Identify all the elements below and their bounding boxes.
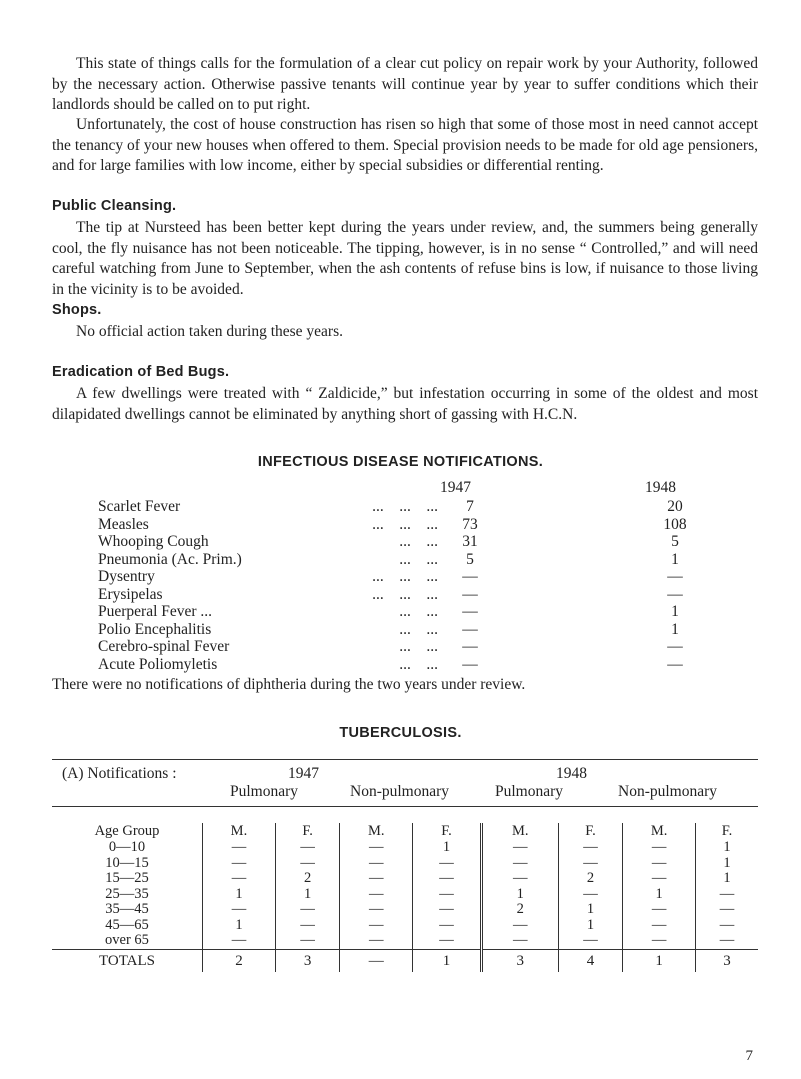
paragraph-house-cost-text: Unfortunately, the cost of house construction has risen so high that some of those most in need cannot accept the tenancy of your new houses when offered to them. Special provision needs to be made for old age pensioners, and for large families with low income, either by special subsidies or differential renting.	[52, 116, 758, 174]
leader-dots: ... ...	[399, 638, 438, 655]
count-1947: 31	[462, 533, 478, 550]
count-1948: —	[667, 638, 683, 655]
disease-name: Scarlet Fever	[98, 498, 181, 515]
tb-age-group: 45—65	[105, 916, 149, 933]
tb-age-group: 35—45	[105, 901, 149, 917]
paragraph-repair-policy-text: This state of things calls for the formulation of a clear cut policy on repair work by your Authority, followed by the necessary action. Otherwise passive tenants will continue year by year to suffer conditions which their landlords should be called on to put right.	[52, 55, 758, 113]
tb-cell: —	[623, 902, 696, 918]
tb-cell: —	[340, 840, 413, 856]
tb-1948-non-pulmonary: Non-pulmonary	[618, 783, 718, 800]
count-1948: 1	[671, 550, 679, 568]
tb-table-row	[52, 933, 758, 949]
disease-name: Dysentry	[98, 568, 155, 585]
count-1948: 1	[671, 603, 679, 620]
tb-cell: 1	[275, 887, 339, 903]
tb-table-row	[52, 918, 758, 934]
tb-column-header-row	[52, 823, 758, 840]
notifications-year-1947: 1947	[440, 479, 471, 496]
leader-dots: ... ... ...	[372, 585, 438, 603]
tb-cell: —	[340, 933, 413, 949]
tb-cell: —	[481, 840, 558, 856]
tb-cell: —	[623, 856, 696, 872]
count-1948: —	[667, 568, 683, 585]
heading-public-cleansing: Public Cleansing.	[52, 198, 177, 214]
tb-cell: —	[413, 856, 482, 872]
tb-cell: —	[275, 902, 339, 918]
tb-cell: —	[413, 933, 482, 949]
count-1947: —	[462, 620, 478, 638]
tb-cell: —	[413, 918, 482, 934]
tb-male-header: M.	[481, 823, 558, 840]
notification-row	[98, 516, 738, 533]
tb-cell: —	[696, 918, 758, 934]
tb-age-group: 15—25	[105, 870, 149, 886]
notification-row	[98, 551, 738, 568]
tb-cell: 2	[275, 871, 339, 887]
tb-cell: —	[696, 933, 758, 949]
tb-cell: 2	[558, 871, 622, 887]
tb-cell: —	[340, 856, 413, 872]
tb-cell: 1	[203, 887, 276, 903]
tb-age-group: 10—15	[105, 854, 149, 871]
notification-row	[98, 586, 738, 603]
notification-row	[98, 533, 738, 550]
tb-year-1948: 1948	[556, 765, 587, 782]
tb-cell: —	[558, 840, 622, 856]
tb-cell: —	[340, 918, 413, 934]
disease-name: Polio Encephalitis	[98, 620, 212, 638]
count-1947: —	[462, 603, 478, 620]
tb-1948-pulmonary: Pulmonary	[495, 783, 564, 800]
notifications-year-1948: 1948	[645, 479, 676, 496]
tb-male-header: M.	[623, 823, 696, 840]
paragraph-bed-bugs	[52, 384, 758, 425]
disease-name: Cerebro-spinal Fever	[98, 638, 230, 655]
leader-dots: ... ...	[399, 655, 438, 673]
heading-bed-bugs: Eradication of Bed Bugs.	[52, 364, 230, 380]
count-1948: —	[667, 585, 683, 603]
tb-female-header: F.	[696, 823, 758, 840]
tb-cell: —	[203, 933, 276, 949]
count-1947: —	[462, 585, 478, 603]
notification-row	[98, 621, 738, 638]
leader-dots: ... ... ...	[372, 498, 438, 515]
disease-name: Measles	[98, 515, 149, 533]
tb-female-header: F.	[413, 823, 482, 840]
tb-table-row	[52, 840, 758, 856]
tb-cell: —	[696, 887, 758, 903]
tb-cell: —	[413, 887, 482, 903]
tuberculosis-table	[52, 823, 758, 972]
tb-cell: —	[275, 933, 339, 949]
notification-row	[98, 568, 738, 585]
tb-cell: —	[558, 856, 622, 872]
tb-total-cell: 3	[696, 949, 758, 972]
paragraph-bed-bugs-text: A few dwellings were treated with “ Zaldicide,” but infestation occurring in some of the oldest and most dilapidated dwellings cannot be eliminated by anything short of gassing with H.C.N.	[52, 385, 758, 423]
tb-cell: 1	[623, 887, 696, 903]
paragraph-public-cleansing-text: The tip at Nursteed has been better kept during the years under review, and, the summers being generally cool, the fly nuisance has not been noticeable. The tipping, however, is in no sense “ Controlled,” and will need careful watching from June to September, when the ash contents of refuse bins is low, if nuisance to those living in the vicinity is to be avoided.	[52, 219, 758, 298]
tb-cell: —	[203, 856, 276, 872]
disease-name: Erysipelas	[98, 585, 163, 603]
notification-row	[98, 498, 738, 515]
tb-age-group: 0—10	[108, 839, 146, 855]
notifications-heading: INFECTIOUS DISEASE NOTIFICATIONS.	[257, 454, 544, 470]
tb-cell: —	[481, 871, 558, 887]
disease-name: Puerperal Fever ...	[98, 603, 213, 620]
tb-table-row	[52, 871, 758, 887]
count-1947: 5	[466, 550, 474, 568]
leader-dots: ... ...	[399, 533, 438, 550]
tb-age-group: over 65	[105, 932, 149, 948]
count-1948: 20	[667, 498, 683, 515]
tb-total-cell: 3	[275, 949, 339, 972]
tb-header-rule	[52, 806, 758, 807]
leader-dots: ... ... ...	[372, 568, 438, 585]
tb-total-cell: 3	[481, 949, 558, 972]
tb-totals-label: TOTALS	[52, 949, 203, 972]
tb-female-header: F.	[275, 823, 339, 840]
diphtheria-note: There were no notifications of diphtheria during the two years under review.	[52, 676, 526, 693]
tb-table-row	[52, 887, 758, 903]
page-number: 7	[745, 1048, 753, 1064]
disease-name: Whooping Cough	[98, 533, 209, 550]
tb-table-row	[52, 902, 758, 918]
tb-totals-row	[52, 949, 758, 972]
tb-cell: —	[481, 918, 558, 934]
notification-row	[98, 638, 738, 655]
tb-total-cell: 4	[558, 949, 622, 972]
tuberculosis-heading: TUBERCULOSIS.	[339, 725, 462, 741]
notification-row	[98, 603, 738, 620]
leader-dots: ... ...	[399, 550, 438, 568]
heading-shops: Shops.	[52, 302, 102, 318]
count-1947: 73	[462, 515, 478, 533]
tb-cell: —	[481, 856, 558, 872]
tb-age-group-header: Age Group	[94, 822, 160, 839]
tb-cell: 1	[696, 856, 758, 872]
leader-dots: ... ...	[399, 620, 438, 638]
tb-cell: —	[413, 902, 482, 918]
tb-total-cell: 1	[413, 949, 482, 972]
tb-cell: —	[623, 933, 696, 949]
disease-name: Pneumonia (Ac. Prim.)	[98, 550, 242, 568]
paragraph-shops	[52, 322, 758, 343]
tb-cell: —	[340, 871, 413, 887]
tb-cell: 1	[696, 871, 758, 887]
tb-cell: —	[558, 887, 622, 903]
paragraph-public-cleansing	[52, 218, 758, 300]
tb-cell: —	[275, 840, 339, 856]
tb-cell: —	[696, 902, 758, 918]
leader-dots: ... ...	[399, 603, 438, 620]
tb-cell: 1	[558, 918, 622, 934]
tb-cell: —	[340, 902, 413, 918]
paragraph-house-cost	[52, 115, 758, 177]
tb-cell: —	[623, 840, 696, 856]
tb-notifications-label: (A) Notifications :	[62, 765, 177, 782]
count-1948: 1	[671, 620, 679, 638]
tb-total-cell: 1	[623, 949, 696, 972]
tb-cell: —	[623, 918, 696, 934]
tb-female-header: F.	[558, 823, 622, 840]
tb-cell: —	[558, 933, 622, 949]
tb-age-group: 25—35	[105, 885, 149, 902]
tb-total-cell: —	[340, 949, 413, 972]
tb-male-header: M.	[340, 823, 413, 840]
count-1948: 108	[663, 515, 687, 533]
tb-cell: 1	[558, 902, 622, 918]
tb-1947-pulmonary: Pulmonary	[230, 783, 299, 800]
tb-cell: —	[413, 871, 482, 887]
leader-dots: ... ... ...	[372, 515, 438, 533]
disease-name: Acute Poliomyletis	[98, 655, 218, 673]
tb-table-row	[52, 856, 758, 872]
tb-cell: 1	[203, 918, 276, 934]
count-1948: —	[667, 655, 683, 673]
tb-cell: 1	[481, 887, 558, 903]
tb-cell: 2	[481, 902, 558, 918]
paragraph-shops-text: No official action taken during these years.	[76, 323, 343, 340]
tb-cell: 1	[413, 840, 482, 856]
count-1947: —	[462, 638, 478, 655]
count-1947: —	[462, 568, 478, 585]
count-1947: 7	[466, 498, 474, 515]
tb-cell: —	[203, 840, 276, 856]
tb-cell: —	[275, 918, 339, 934]
paragraph-repair-policy	[52, 54, 758, 116]
tb-1947-non-pulmonary: Non-pulmonary	[350, 783, 450, 800]
tb-cell: —	[203, 902, 276, 918]
tb-male-header: M.	[203, 823, 276, 840]
tb-cell: —	[203, 871, 276, 887]
tb-cell: —	[275, 856, 339, 872]
tb-cell: —	[481, 933, 558, 949]
tb-year-1947: 1947	[288, 765, 319, 782]
tb-cell: 1	[696, 840, 758, 856]
tb-cell: —	[623, 871, 696, 887]
count-1947: —	[462, 655, 478, 673]
notification-row	[98, 656, 738, 673]
count-1948: 5	[671, 533, 679, 550]
tb-cell: —	[340, 887, 413, 903]
tb-total-cell: 2	[203, 949, 276, 972]
tb-top-rule	[52, 759, 758, 760]
